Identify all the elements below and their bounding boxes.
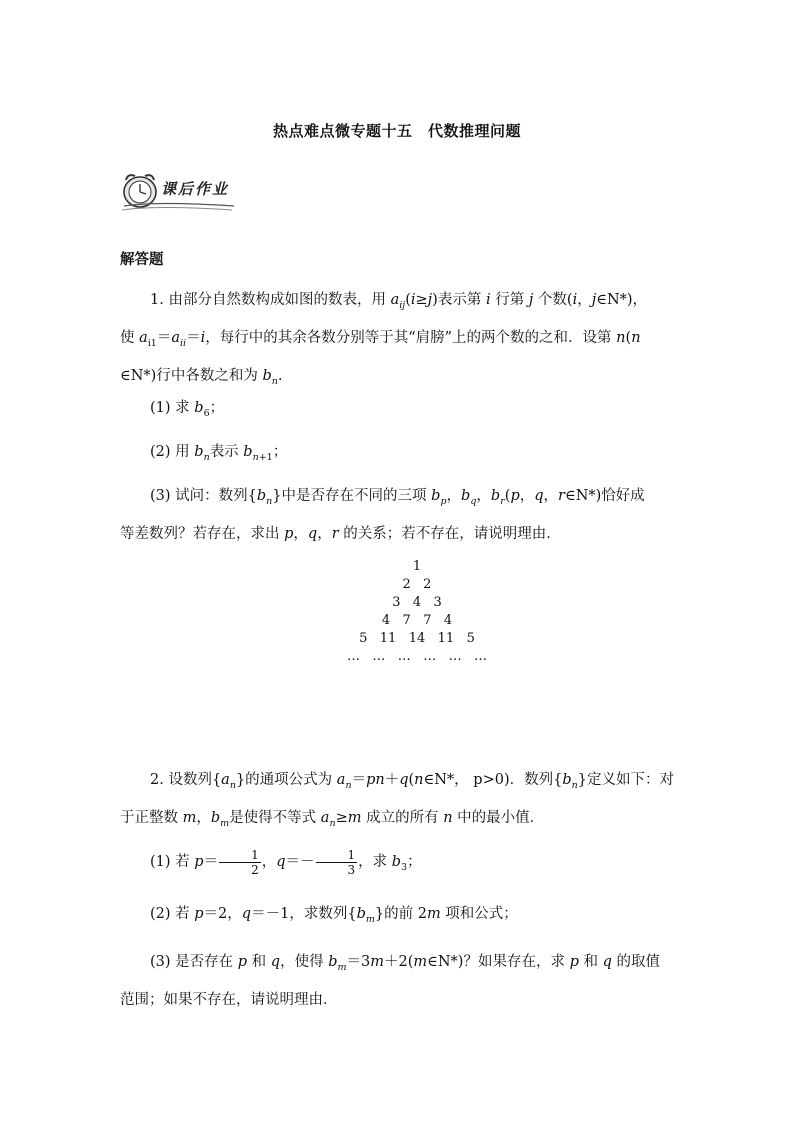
fraction-one-third: $\frac{1}{3}$ [316, 848, 358, 877]
q1-stem: 1. 由部分自然数构成如图的数表，用 $a_{ij}(i\ge j)$表示第 i 行第 j 个数(i，j∈N*)， 使 $a_{i1}=a_{ii}=i$，每行中的其余各数分别等于其“肩膀”上的两个数的之和．设第 n(n ∈N*)行中各数之和为 $b_n$. [120, 292, 648, 387]
q2-stem: 2. 设数列$\{a_n\}$的通项公式为 $a_n=pn+q(n\in N*$， p>0)．数列$\{b_n\}$定义如下：对 于正整数 m，$b_m$是使得不等式 $a_n\ge m$ 成立的所有 n 中的最小值． [120, 772, 674, 829]
page-title: 热点难点微专题十五 代数推理问题 [272, 122, 521, 140]
q2-part3: (3) 是否存在 p 和 q，使得 $b_m=3m+2(m\in N*)$？如果存在，求 p 和 q 的取值 范围；如果不存在，请说明理由． [120, 954, 660, 1008]
triangle-row: 2 2 [402, 577, 432, 592]
triangle-row: … … … … … … [347, 649, 487, 664]
q1-part1: (1) 求 $b_6$； [150, 400, 225, 419]
number-triangle [0, 558, 794, 666]
triangle-row: 3 4 3 [392, 595, 442, 610]
homework-badge [118, 168, 238, 214]
triangle-row: 4 7 7 4 [381, 613, 453, 628]
q1-part2: (2) 用 $b_n$表示 $b_{n+1}$； [150, 444, 288, 463]
fraction-one-half: $\frac{1}{2}$ [219, 848, 261, 877]
triangle-row: 5 11 14 11 5 [359, 631, 475, 646]
q2-part2: (2) 若 p＝2，q＝－1，求数列$\{b_m\}$的前 2m 项和公式； [150, 906, 518, 925]
q2-part1: (1) 若 p＝ $\frac{1}{2}$ ，q＝－ $\frac{1}{3}$ ，求 $b_3$； [150, 847, 422, 877]
q1-part3: (3) 试问：数列$\{b_n\}$中是否存在不同的三项 $b_p$，$b_q$，$b_r(p$，q，r∈N*)恰好成 等差数列？若存在，求出 p，q，r 的关系；若不存在，请说明理由． [120, 488, 645, 542]
badge-label: 课后作业 [161, 180, 230, 198]
section-heading: 解答题 [120, 252, 164, 268]
triangle-row: 1 [412, 559, 422, 574]
